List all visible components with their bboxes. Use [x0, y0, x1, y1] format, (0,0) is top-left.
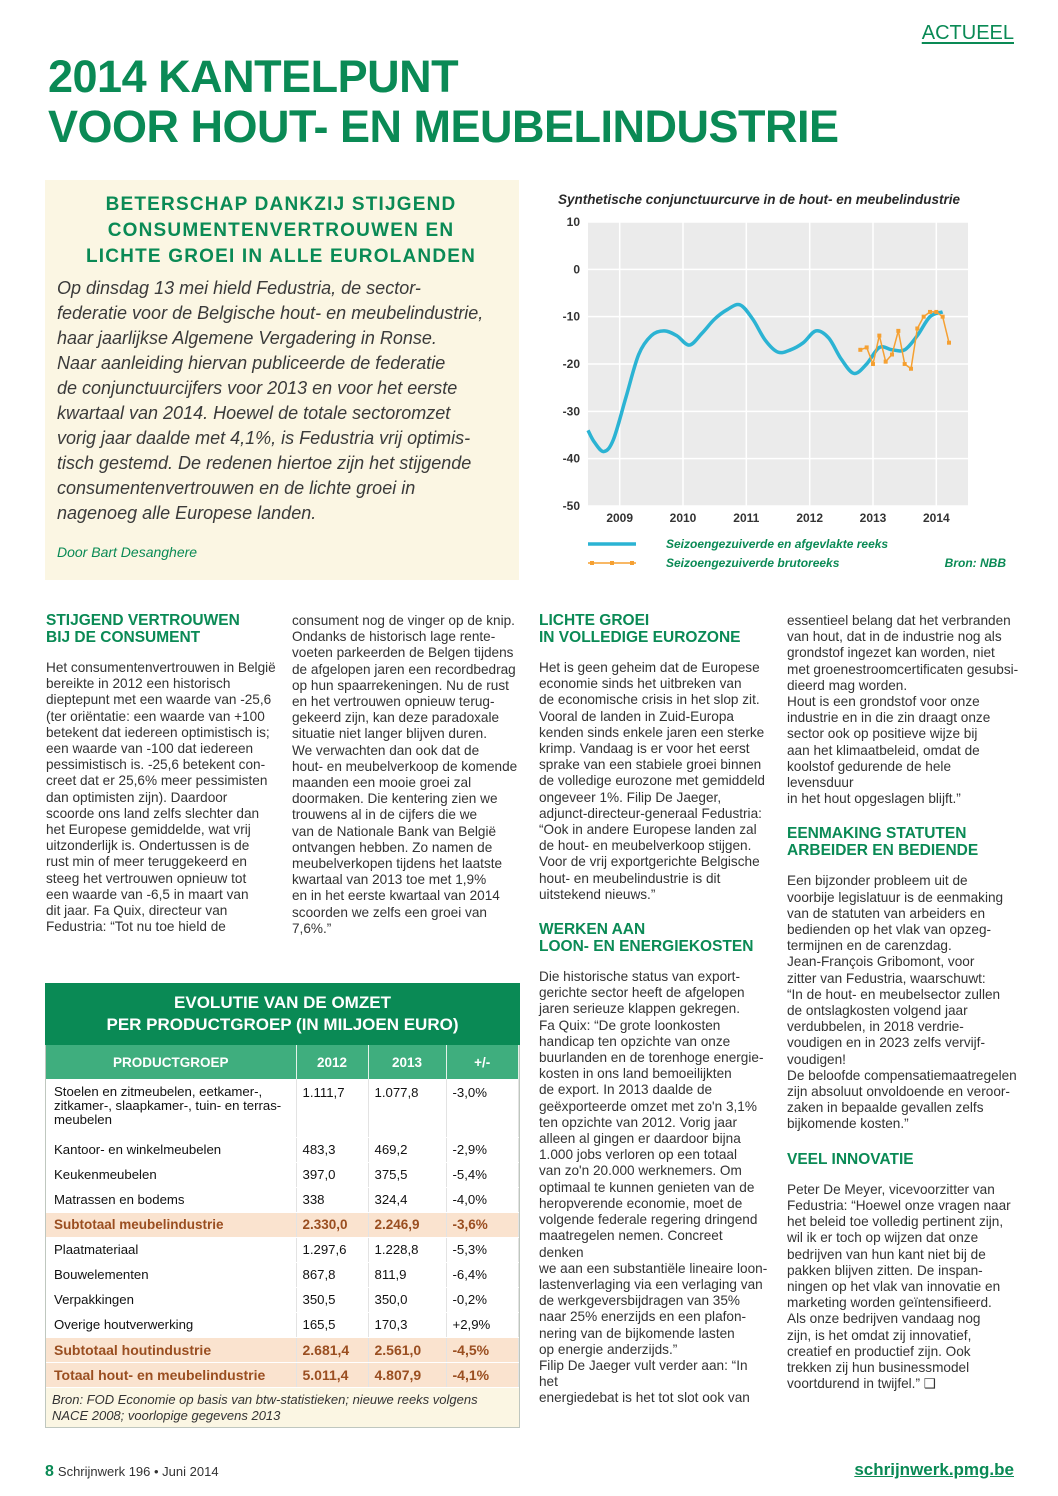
y-tick-label: -40 — [562, 451, 580, 466]
text-line: 1.000 jobs verloren op een totaal — [539, 1147, 738, 1163]
text-line: bereikte in 2012 een historisch — [46, 676, 231, 692]
y-tick-label: -20 — [562, 357, 580, 371]
text-line: optimaal te kunnen genieten van de — [539, 1179, 755, 1195]
data-table — [46, 1045, 519, 1388]
issue-info: Schrijnwerk 196 • Juni 2014 — [57, 1464, 219, 1479]
text-line: geëxporteerde omzet met zo'n 3,1% — [539, 1098, 757, 1114]
text-line: koolstof gedurende de hele levensduur — [787, 758, 952, 791]
text-line: hout- en meubelverkoop de komende — [292, 758, 518, 774]
data-point — [871, 362, 875, 366]
text-line: zitter van Fedustria, waarschuwt: — [787, 970, 986, 986]
text-line: van zo'n 20.000 werknemers. Om — [539, 1163, 742, 1179]
table-cell: 1.077,8 — [368, 1079, 446, 1137]
table-row — [46, 1237, 519, 1262]
text-line: krimp. Vandaag is er voor het eerst — [539, 741, 750, 757]
text-line: ningen op het vlak van innovatie en — [787, 1278, 1001, 1294]
column-3 — [539, 612, 769, 1407]
table-cell: 350,5 — [296, 1287, 368, 1312]
text-line: dan optimisten zijn). Daardoor — [46, 789, 228, 805]
text-line: Peter De Meyer, vicevoorzitter van — [787, 1181, 995, 1197]
data-point — [915, 327, 919, 331]
x-tick-label: 2013 — [859, 511, 887, 525]
table-cell: 350,0 — [368, 1287, 446, 1312]
y-tick-label: -30 — [562, 404, 580, 419]
column-header: 2013 — [368, 1045, 446, 1079]
text-line: Vooral de landen in Zuid-Europa — [539, 708, 734, 724]
x-tick-label: 2014 — [922, 511, 950, 525]
text-line: haar jaarlijkse Algemene Vergadering in Ronse. — [57, 328, 437, 348]
text-line: dieerd mag worden. — [787, 677, 908, 693]
table-row — [46, 1137, 519, 1162]
article-text — [539, 660, 769, 903]
text-line: energiedebat is het tot slot ook van — [539, 1390, 750, 1406]
column-header: PRODUCTGROEP — [46, 1045, 296, 1079]
data-point — [941, 315, 945, 319]
text-line: Die historische status van export- — [539, 969, 740, 985]
text-line: van hout, dat in de industrie nog als — [787, 629, 1002, 645]
text-line: het Europese gemiddelde, wat vrij — [46, 822, 251, 838]
text-line: “In de hout- en meubelsector zullen — [787, 986, 1001, 1002]
column-header: +/- — [446, 1045, 519, 1079]
data-point — [928, 310, 932, 314]
text-line: ten opzichte van 2012. Vorig jaar — [539, 1114, 737, 1130]
text-line: pessimistisch is. -25,6 betekent con- — [46, 757, 266, 773]
text-line: en het vertrouwen opnieuw terug- — [292, 694, 495, 710]
table-row — [46, 1262, 519, 1287]
text-line: de export. In 2013 daalde de — [539, 1082, 713, 1098]
table-cell: -4,1% — [446, 1362, 519, 1387]
text-line: kwartaal van 2014. Hoewel de totale sectoromzet — [57, 403, 451, 423]
table-cell: 867,8 — [296, 1262, 368, 1287]
text-line: alleen al gingen er daardoor bijna — [539, 1131, 741, 1147]
table-cell: Bouwelementen — [46, 1262, 296, 1287]
data-point — [922, 315, 926, 319]
table-cell: 1.111,7 — [296, 1079, 368, 1137]
table-cell: -6,4% — [446, 1262, 519, 1287]
text-line: maatregelen nemen. Concreet denken — [539, 1228, 723, 1260]
text-line: grondstof ingezet kan worden, niet — [787, 645, 995, 661]
text-line: we aan een substantiële lineaire loon- — [539, 1260, 768, 1276]
table-cell: Plaatmateriaal — [46, 1237, 296, 1262]
table-row — [46, 1362, 519, 1387]
data-point — [934, 310, 938, 314]
data-point — [903, 362, 907, 366]
text-line: Filip De Jaeger vult verder aan: “In het — [539, 1357, 748, 1390]
text-line: Een bijzonder probleem uit de — [787, 873, 968, 889]
text-line: bijkomende kosten.” — [787, 1116, 909, 1132]
text-line: van de Nationale Bank van België — [292, 823, 497, 839]
data-point — [865, 345, 869, 349]
text-line: scoorden we zelfs een groei van — [292, 904, 487, 920]
text-line: consumentenvertrouwen en de lichte groei in — [57, 478, 416, 498]
text-line: met groenestroomcertificaten gesubsi- — [787, 661, 1019, 677]
table-cell: -2,9% — [446, 1137, 519, 1162]
text-line: voeten parkeerden de Belgen tijdens — [292, 645, 514, 661]
section-heading: WERKEN AAN LOON- EN ENERGIEKOSTEN — [539, 921, 754, 956]
table-cell: Totaal hout- en meubelindustrie — [46, 1362, 296, 1387]
text-line: de afgelopen jaren een recordbedrag — [292, 661, 516, 677]
text-line: gekeerd zijn, kan deze paradoxale — [292, 710, 500, 726]
text-line: nagenoeg alle Europese landen. — [57, 503, 317, 523]
text-line: jaren serieuze klappen gekregen. — [539, 1001, 741, 1017]
text-line: uitzonderlijk is. Ondertussen is de — [46, 838, 250, 854]
table-cell: 5.011,4 — [296, 1362, 368, 1387]
table-cell: -4,0% — [446, 1187, 519, 1212]
text-line: op energie anderzijds.” — [539, 1341, 678, 1357]
text-line: de volledige eurozone met gemiddeld — [539, 773, 765, 789]
table-row — [46, 1212, 519, 1237]
table-cell: 2.246,9 — [368, 1212, 446, 1237]
text-line: essentieel belang dat het verbranden — [787, 613, 1011, 628]
text-line: van de statuten van arbeiders en — [787, 905, 985, 921]
text-line: het beleid toe volledig pertinent zijn, — [787, 1214, 1004, 1230]
table-cell: 324,4 — [368, 1187, 446, 1212]
y-tick-label: -10 — [562, 309, 580, 324]
text-line: ontvangen hebben. Zo namen de — [292, 839, 493, 855]
text-line: steeg het vertrouwen opnieuw tot — [46, 870, 247, 886]
text-line: We verwachten dan ook dat de — [292, 742, 480, 758]
table-cell: -5,4% — [446, 1162, 519, 1187]
table-cell: +2,9% — [446, 1312, 519, 1337]
table-cell: 2.681,4 — [296, 1337, 368, 1362]
column-1 — [46, 612, 276, 935]
text-line: en in het eerste kwartaal van 2014 — [292, 888, 500, 904]
text-line: scoorde ons land zelfs slechter dan — [46, 805, 260, 821]
page-footer — [45, 1463, 219, 1481]
text-line: Het consumentenvertrouwen in België — [46, 660, 276, 675]
text-line: voortdurend in twijfel.” ❑ — [787, 1376, 936, 1392]
text-line: Het is geen geheim dat de Europese — [539, 660, 760, 675]
text-line: zijn, is het omdat zij innovatief, — [787, 1327, 972, 1343]
intro-subtitle-line: CONSUMENTENVERTROUWEN EN — [107, 220, 455, 241]
chart-source: Bron: NBB — [944, 556, 1006, 570]
text-line: dieptepunt met een waarde van -25,6 — [46, 692, 272, 708]
table-row — [46, 1337, 519, 1362]
legend-marker — [610, 561, 614, 565]
text-line: De beloofde compensatiemaatregelen — [787, 1067, 1017, 1083]
article-text — [787, 613, 1019, 807]
table-cell: 2.330,0 — [296, 1212, 368, 1237]
data-point — [858, 348, 862, 352]
column-4 — [787, 613, 1019, 1392]
article-text — [46, 660, 276, 935]
table-cell: Subtotaal houtindustrie — [46, 1337, 296, 1362]
text-line: aan het klimaatbeleid, omdat de — [787, 742, 980, 758]
text-line: marketing worden geïntensifieerd. — [787, 1295, 992, 1311]
text-line: de conjunctuurcijfers voor 2013 en voor het eerste — [57, 378, 458, 398]
x-tick-label: 2009 — [606, 511, 634, 525]
text-line: economie sinds het uitbreken van — [539, 676, 742, 692]
text-line: voudigen en in 2023 zelfs vervijf- — [787, 1035, 985, 1051]
chart-title: Synthetische conjunctuurcurve in de hout- en meubelindustrie — [558, 192, 961, 207]
legend-label: Seizoengezuiverde brutoreeks — [666, 556, 840, 570]
text-line: voorbije legislatuur is de eenmaking — [787, 889, 1004, 905]
text-line: hout- en meubelindustrie is dit — [539, 870, 721, 886]
table-cell: 811,9 — [368, 1262, 446, 1287]
legend-label: Seizoengezuiverde en afgevlakte reeks — [666, 537, 889, 551]
table-cell: -3,0% — [446, 1079, 519, 1137]
data-point — [877, 334, 881, 338]
data-point — [884, 360, 888, 364]
section-tag[interactable]: ACTUEEL — [921, 22, 1014, 44]
title-line: VOOR HOUT- EN MEUBELINDUSTRIE — [48, 101, 839, 152]
article-text — [539, 969, 769, 1406]
text-line: heropverende economie, moet de — [539, 1195, 743, 1211]
table-cell: Kantoor- en winkelmeubelen — [46, 1137, 296, 1162]
text-line: verdubbelen, in 2018 verdrie- — [787, 1019, 964, 1035]
text-line: uitstekend nieuws.” — [539, 886, 656, 902]
table-cell: 4.807,9 — [368, 1362, 446, 1387]
text-line: zaken in bepaalde gevallen zelfs — [787, 1100, 984, 1116]
text-line: dit jaar. Fa Quix, directeur van — [46, 903, 228, 919]
text-line: Naar aanleiding hiervan publiceerde de federatie — [57, 353, 446, 373]
y-tick-label: 10 — [566, 215, 580, 229]
text-line: consument nog de vinger op de knip. — [292, 613, 515, 628]
section-heading: EENMAKING STATUTEN ARBEIDER EN BEDIENDE — [787, 825, 979, 860]
table-source: Bron: FOD Economie op basis van btw-statistieken; nieuwe reeks volgens NACE 2008; voorlopige gegevens 2013 — [52, 1391, 478, 1423]
text-line: de economische crisis in het slop zit. — [539, 692, 760, 708]
text-line: volgende federale regering dringend — [539, 1212, 758, 1228]
text-line: tisch gestemd. De redenen hiertoe zijn het stijgende — [57, 453, 472, 473]
intro-subtitle-line: LICHTE GROEI IN ALLE EUROLANDEN — [85, 246, 477, 267]
intro-subtitle — [57, 192, 505, 270]
text-line: gerichte sector heeft de afgelopen — [539, 985, 745, 1001]
page-number: 8 — [45, 1463, 54, 1480]
table-cell: -5,3% — [446, 1237, 519, 1262]
table-cell: 170,3 — [368, 1312, 446, 1337]
text-line: buurlanden en de torenhoge energie- — [539, 1050, 764, 1066]
legend-marker — [590, 561, 594, 565]
text-line: een waarde van -100 dat iedereen — [46, 741, 254, 757]
table-cell: 397,0 — [296, 1162, 368, 1187]
table-cell: 469,2 — [368, 1137, 446, 1162]
text-line: Op dinsdag 13 mei hield Fedustria, de sector- — [57, 278, 421, 298]
text-line: Ondanks de historisch lage rente- — [292, 629, 496, 645]
table-cell: Matrassen en bodems — [46, 1187, 296, 1212]
text-line: creet dat er 25,6% meer pessimisten — [46, 773, 268, 789]
text-line: Als onze bedrijven vandaag nog — [787, 1311, 981, 1327]
chart-svg — [548, 188, 1028, 588]
text-line: in het hout opgeslagen blijft.” — [787, 791, 961, 807]
table-cell: 1.228,8 — [368, 1237, 446, 1262]
table-row — [46, 1079, 519, 1137]
text-line: voudigen! — [787, 1051, 846, 1067]
table-cell: Verpakkingen — [46, 1287, 296, 1312]
table-cell: 2.561,0 — [368, 1337, 446, 1362]
text-line: op hun spaarrekeningen. Nu de rust — [292, 677, 509, 693]
text-line: Voor de vrij exportgerichte Belgische — [539, 854, 760, 870]
conjunctuur-chart — [548, 188, 1028, 588]
column-header: 2012 — [296, 1045, 368, 1079]
text-line: lastenverlaging via een verlaging van — [539, 1276, 763, 1292]
table-cell: 483,3 — [296, 1137, 368, 1162]
text-line: maanden een mooie groei zal — [292, 775, 472, 791]
text-line: de werkgeversbijdragen van 35% — [539, 1293, 741, 1309]
table-row — [46, 1162, 519, 1187]
text-line: “Ook in andere Europese landen zal — [539, 822, 757, 838]
text-line: adjunct-directeur-generaal Fedustria: — [539, 805, 762, 821]
table-cell: -4,5% — [446, 1337, 519, 1362]
section-heading: LICHTE GROEI IN VOLLEDIGE EUROZONE — [539, 612, 741, 646]
text-line: ongeveer 1%. Filip De Jaeger, — [539, 789, 722, 805]
text-line: creatief en productief zijn. Ook — [787, 1343, 971, 1359]
text-line: vorig jaar daalde met 4,1%, is Fedustria vrij optimis- — [57, 428, 471, 448]
table-cell: Subtotaal meubelindustrie — [46, 1212, 296, 1237]
text-line: (ter oriëntatie: een waarde van +100 — [46, 708, 265, 724]
text-line: doormaken. Die kentering zien we — [292, 791, 498, 807]
text-line: meubelverkopen tijdens het laatste — [292, 856, 503, 872]
text-line: Hout is een grondstof voor onze — [787, 694, 980, 710]
table-row — [46, 1187, 519, 1212]
text-line: kwartaal van 2013 toe met 1,9% — [292, 872, 487, 888]
intro-subtitle-line: BETERSCHAP DANKZIJ STIJGEND — [105, 194, 457, 215]
column-2 — [292, 613, 518, 937]
article-text — [292, 613, 518, 937]
text-line: trekken zij hun businessmodel — [787, 1359, 970, 1375]
author: Door Bart Desanghere — [57, 544, 198, 560]
text-line: zijn absoluut onvoldoende en veroor- — [787, 1084, 1010, 1100]
table-cell: 165,5 — [296, 1312, 368, 1337]
data-point — [890, 353, 894, 357]
table-cell: Stoelen en zitmeubelen, eetkamer-, zitkamer-, slaapkamer-, tuin- en terras-meubelen — [46, 1079, 296, 1137]
text-line: nering van de bijkomende lasten — [539, 1325, 735, 1341]
revenue-table — [45, 983, 520, 1428]
text-line: handicap ten opzichte van onze — [539, 1033, 731, 1049]
data-point — [909, 367, 913, 371]
y-tick-label: -50 — [562, 499, 580, 513]
text-line: rust min of meer teruggekeerd en — [46, 854, 247, 870]
section-heading: VEEL INNOVATIE — [787, 1150, 914, 1168]
text-line: Jean-François Gribomont, voor — [787, 954, 975, 970]
text-line: de ontslagkosten volgend jaar — [787, 1003, 968, 1019]
text-line: industrie en in die zin draagt onze — [787, 710, 991, 726]
table-cell: 375,5 — [368, 1162, 446, 1187]
text-line: Fa Quix: “De grote loonkosten — [539, 1017, 721, 1033]
text-line: de hout- en meubelverkoop stijgen. — [539, 838, 752, 854]
text-line: pakken blijven zitten. De inspan- — [787, 1262, 983, 1278]
data-point — [896, 329, 900, 333]
table-title: EVOLUTIE VAN DE OMZET PER PRODUCTGROEP (IN MILJOEN EURO) — [45, 983, 520, 1045]
intro-lead — [57, 276, 505, 526]
text-line: situatie niet langer blijven duren. — [292, 726, 487, 742]
text-line: kenden sinds enkele jaren een sterke — [539, 724, 765, 740]
table-cell: 1.297,6 — [296, 1237, 368, 1262]
text-line: Fedustria: “Hoewel onze vragen naar — [787, 1197, 1011, 1213]
page-title — [48, 52, 1008, 152]
text-line: betekent dat iedereen optimistisch is; — [46, 724, 270, 740]
table-cell: Keukenmeubelen — [46, 1162, 296, 1187]
text-line: bedienden op het vlak van opzeg- — [787, 922, 992, 938]
text-line: termijnen en de carenzdag. — [787, 938, 952, 954]
text-line: federatie voor de Belgische hout- en meubelindustrie, — [57, 303, 484, 323]
website-link[interactable]: schrijnwerk.pmg.be — [854, 1460, 1014, 1479]
table-cell: Overige houtverwerking — [46, 1312, 296, 1337]
text-line: naar 25% enerzijds en een plafon- — [539, 1309, 747, 1325]
text-line: trouwens al in de cijfers die we — [292, 807, 478, 823]
text-line: Fedustria: “Tot nu toe hield de — [46, 919, 226, 935]
table-cell: -0,2% — [446, 1287, 519, 1312]
x-tick-label: 2012 — [796, 511, 824, 525]
article-text — [787, 873, 1019, 1132]
table-row — [46, 1287, 519, 1312]
intro-box — [45, 180, 519, 580]
text-line: bedrijven van hun kant niet bij de — [787, 1246, 986, 1262]
x-tick-label: 2011 — [733, 511, 760, 525]
legend-marker — [630, 561, 634, 565]
text-line: kosten in ons land bemoeilijkten — [539, 1066, 732, 1082]
table-cell: -3,6% — [446, 1212, 519, 1237]
section-heading: STIJGEND VERTROUWEN BIJ DE CONSUMENT — [46, 612, 240, 646]
text-line: sprake van een stabiele groei binnen — [539, 757, 762, 773]
title-line: 2014 KANTELPUNT — [48, 51, 459, 102]
y-tick-label: 0 — [573, 262, 580, 277]
table-cell: 338 — [296, 1187, 368, 1212]
article-text — [787, 1182, 1019, 1393]
data-point — [947, 341, 951, 345]
table-row — [46, 1312, 519, 1337]
x-tick-label: 2010 — [669, 511, 697, 525]
text-line: 7,6%.” — [292, 920, 332, 936]
text-line: sector ook op positieve wijze bij — [787, 726, 978, 742]
text-line: wil ik er toch op wijzen dat onze — [787, 1230, 979, 1246]
text-line: een waarde van -6,5 in maart van — [46, 886, 249, 902]
